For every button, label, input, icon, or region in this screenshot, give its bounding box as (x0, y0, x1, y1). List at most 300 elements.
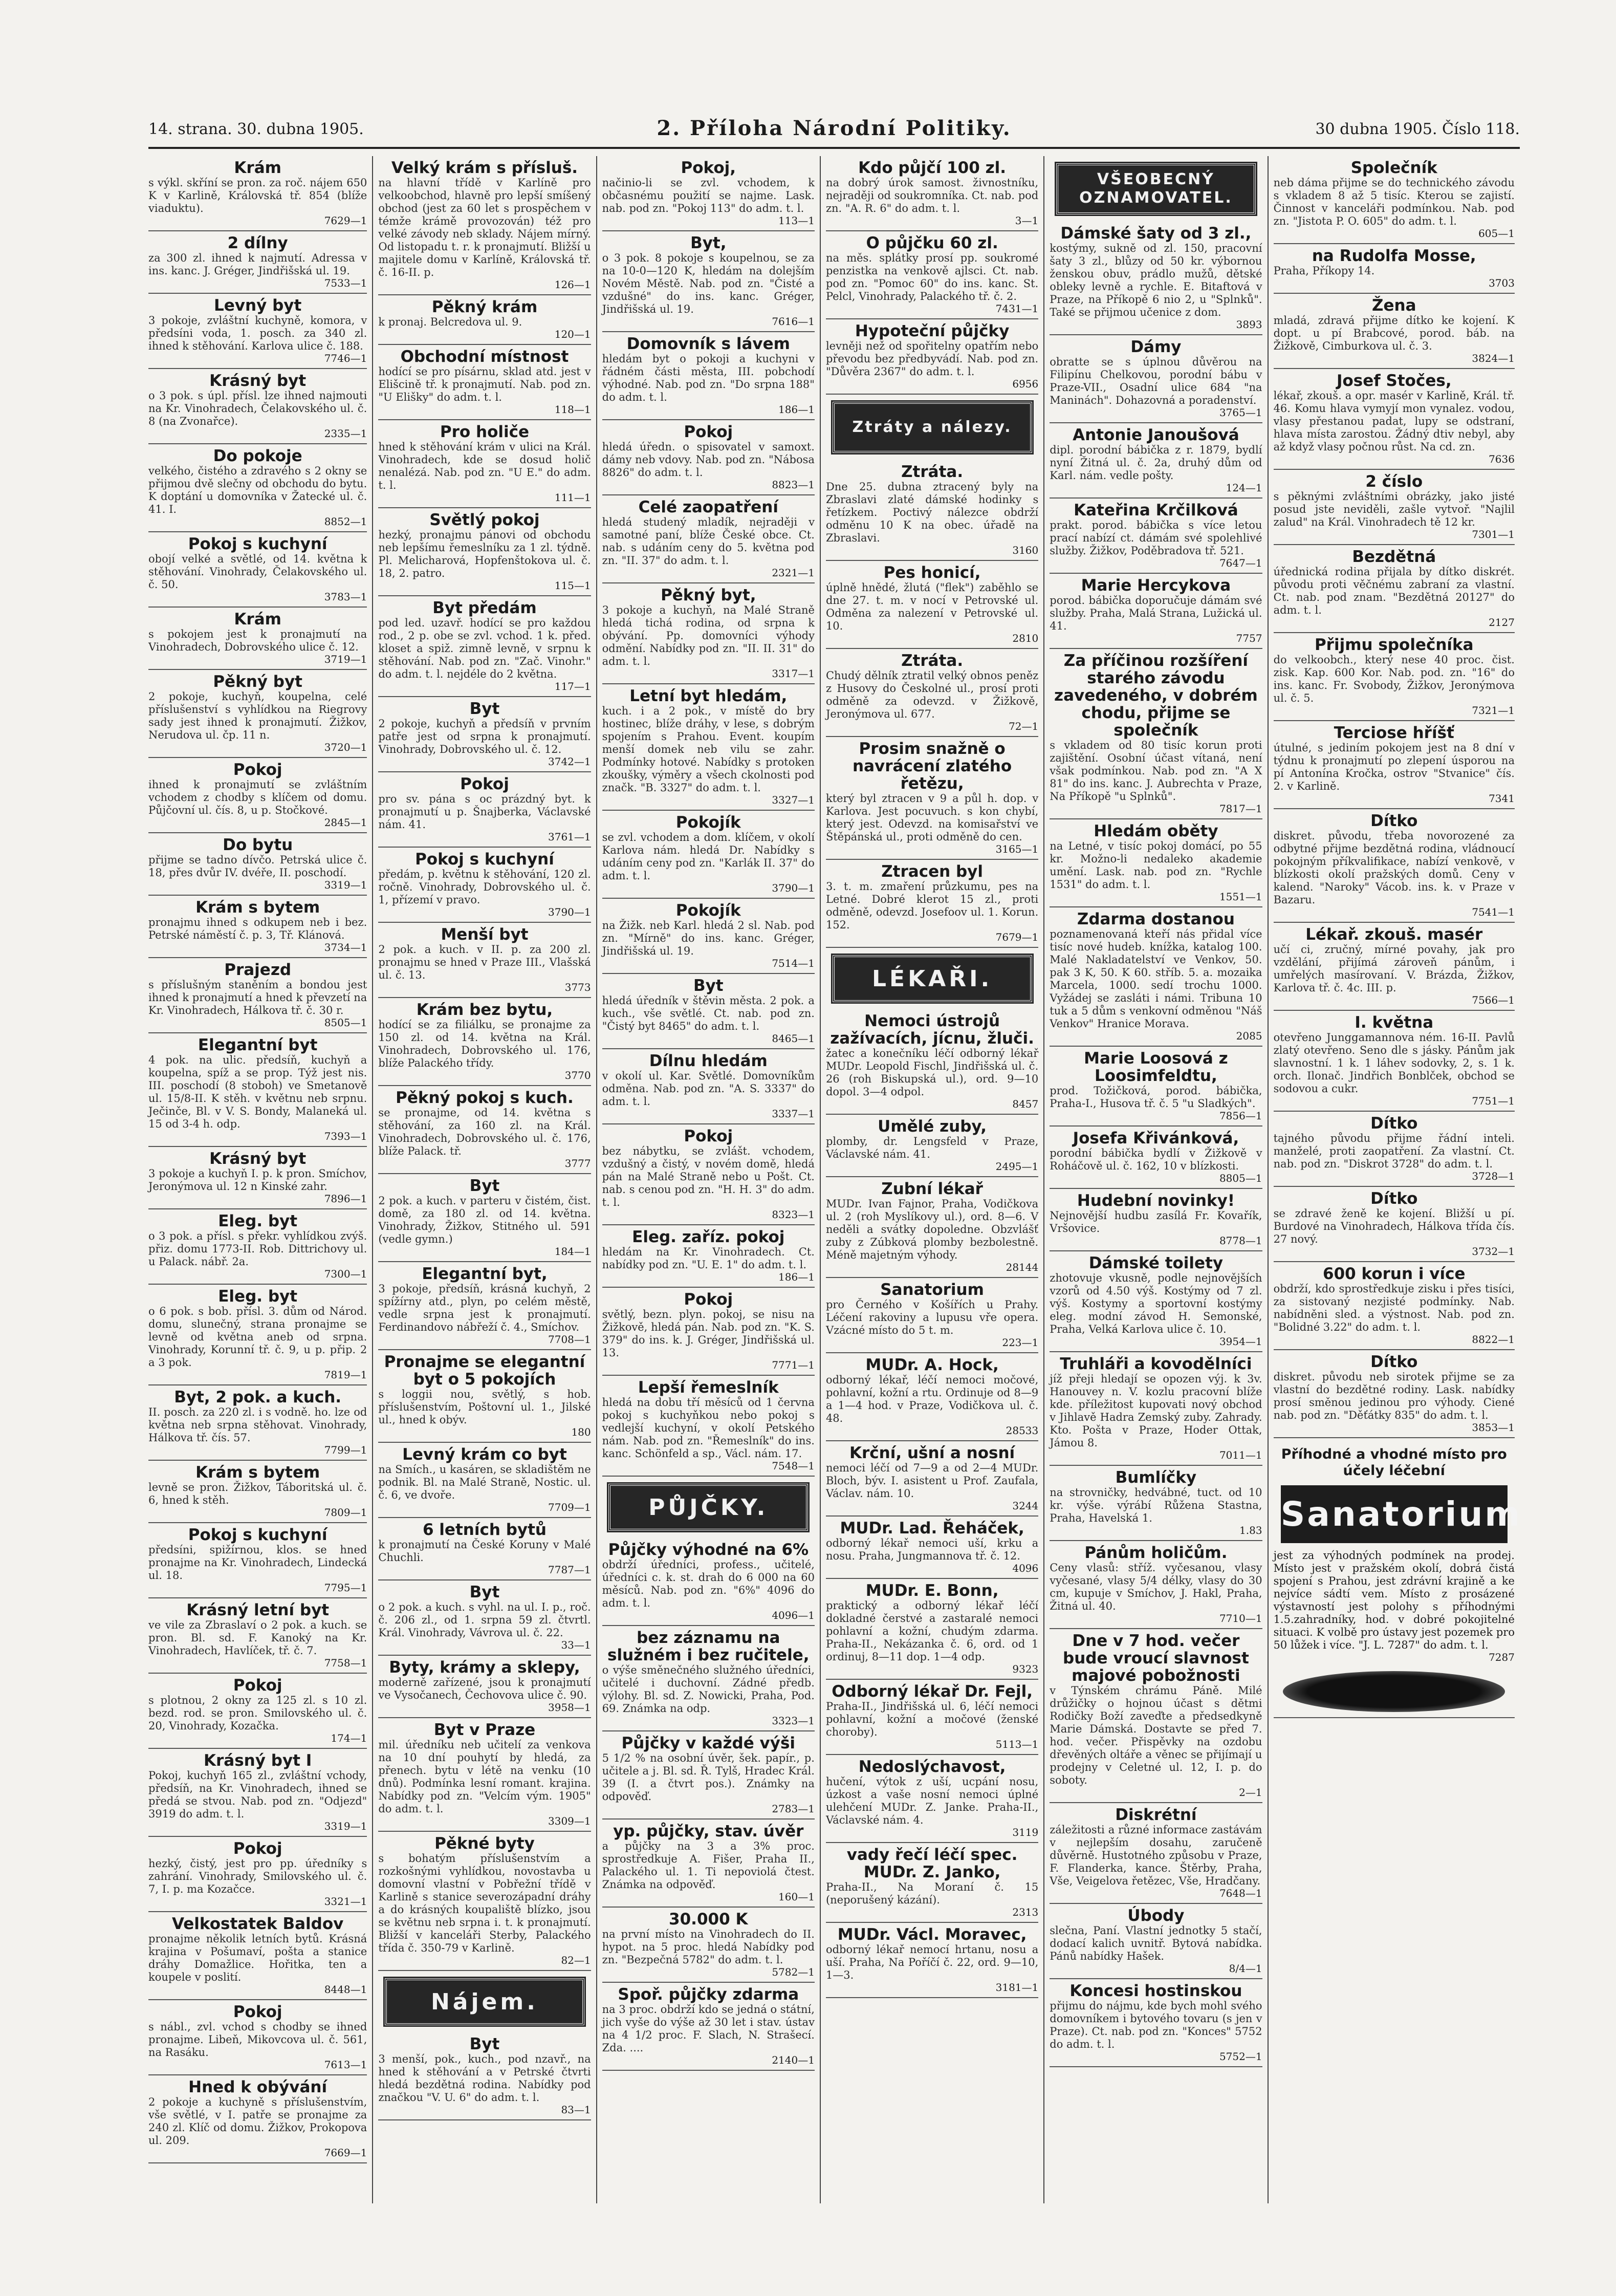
ad-reference-code: 7669—1 (324, 2147, 367, 2159)
classified-ad (148, 532, 367, 608)
ad-title: Ztracen byl (881, 862, 983, 881)
ad-body: otevřeno Junggamannova ném. 16-II. Pavlů zlatý otevřeno. Seno dle s jásky. Pánům jak slavnostní. 1 k. 1 láhev sodovky, 2, s. 1 k. orch. Ilonač. Jindřich Bonblček, obchod se sodovou a cukr. (1273, 1031, 1515, 1095)
ad-body: předám, p. květnu k stěhování, 120 zl. ročně. Vinohrady, Dobrovského ul. č. 1, přízemí v pravo. (378, 868, 591, 906)
classified-ad (378, 1656, 591, 1718)
column-5 (1043, 156, 1267, 2203)
classified-ad (826, 1278, 1038, 1353)
column-6 (1268, 156, 1520, 2203)
ad-body: zhotovuje vkusně, podle nejnovějších vzorů od 4.50 výš. Kostýmy od 7 zl. výš. Kostymy a sportovní kostýmy eleg. modní závod H. Semonské, Praha, Velká Karlova ulice č. 10. (1050, 1272, 1262, 1335)
ad-title: Kateřina Krčilková (1074, 501, 1238, 519)
ad-reference-code: 3734—1 (324, 941, 367, 954)
classified-ad (378, 1350, 591, 1443)
ad-reference-code: 7856—1 (1219, 1110, 1262, 1122)
ad-title: Byt předám (432, 599, 537, 617)
ad-reference-code: 4096 (1012, 1562, 1039, 1574)
classified-ad (148, 958, 367, 1033)
ad-body: o 3 pok. 8 pokoje s koupelnou, se za na 10-0—120 K, hledám na dolejším Novém Městě. Nab. pod zn. "Čisté a vzdušné" do ins. kanc. Gréger, Jindřišská ul. 19. (602, 252, 815, 315)
ad-reference-code: 5782—1 (772, 1966, 815, 1978)
classified-ad (826, 1579, 1038, 1680)
ad-body: poznamenovaná kteří nás přidal více tisíc nové hudeb. knížka, katalog 100. Malé Nakladatelství ve Venkov, 50. pak 3 K, 50. K 60. stříb. 5. a. mozaika Marcela, 1000. sedí trochu 1000. Vyžádej se zasláti i námi. Tribuna 10 tuk a 5 dům s venkovní odměnou "Náš Venkov" Hranice Morava. (1050, 928, 1262, 1030)
ad-title: Pokoj, (681, 159, 736, 177)
ad-title: Dítko (1370, 1353, 1418, 1371)
ad-reference-code: 7533—1 (324, 277, 367, 289)
ad-title: Letní byt hledám, (629, 687, 788, 705)
ad-body: o 3 pok. s úpl. přísl. lze ihned najmouti na Kr. Vinohradech, Čelakovského ul. č. 8 (na Zvonařce). (148, 389, 367, 427)
ad-title: Bezdětná (1352, 548, 1436, 566)
ad-title: Pánům holičům. (1084, 1544, 1228, 1562)
classified-ad (148, 369, 367, 444)
ad-title: Pokoj (233, 1676, 282, 1695)
classified-ad (378, 420, 591, 508)
classified-ad (148, 1209, 367, 1285)
ad-body: 2 pok. a kuch. v parteru v čistém, čist. domě, za 180 zl. od 14. května. Vinohrady, Žižkov, Stitného ul. 591 (vedle gymn.) (378, 1195, 591, 1245)
ad-title: Zdarma dostanou (1077, 910, 1235, 928)
classified-ad (148, 1285, 367, 1385)
ad-title: Koncesi hostinskou (1069, 1982, 1242, 2000)
classified-ad (1274, 633, 1515, 721)
ad-title: Nedoslýchavost, (858, 1758, 1006, 1776)
ad-reference-code: 7287 (1489, 1651, 1515, 1663)
ad-title: Menší byt (441, 925, 529, 944)
ad-body: na Smích., u kasáren, se skladištěm ne podnik. Bl. na Malé Straně, Nostic. ul. č. 6, ve dvoře. (378, 1463, 591, 1501)
ad-reference-code: 7819—1 (324, 1369, 367, 1381)
ad-title: Krám s bytem (195, 1463, 320, 1482)
ad-body: žatec a konečníku léčí odborný lékař MUDr. Leopold Fischl, Jindřišská ul. č. 26 (roh Biskupská ul.), ord. 9—10 dopol. 3—4 odpol. (825, 1047, 1039, 1098)
ad-title: Krásný letní byt (186, 1601, 330, 1619)
ad-body: hezký, čistý, jest pro pp. úředníky s zahrání. Vinohrady, Smilovského ul. č. 7, I. p. ma Kozačce. (148, 1857, 367, 1895)
classified-ad (378, 772, 591, 848)
ad-body: na strovničky, hedvábné, tuct. od 10 kr. výše. výrábí Růžena Stastna, Praha, Havelská 1. (1050, 1486, 1262, 1524)
ad-reference-code: 223—1 (1002, 1336, 1039, 1349)
ad-reference-code: 160—1 (778, 1891, 815, 1903)
classified-ad (148, 758, 367, 833)
ad-reference-code: 2335—1 (324, 427, 367, 440)
classified-ad (148, 608, 367, 670)
ad-title: Eleg. byt (218, 1287, 298, 1306)
ad-reference-code: 8822—1 (1472, 1333, 1515, 1346)
classified-ad (1274, 923, 1515, 1011)
ad-reference-code: 7636 (1489, 453, 1515, 465)
ad-title: Přijmu společníka (1314, 636, 1474, 654)
ad-body: Pokoj, kuchyň 165 zl., zvláštní vchody, předsíň, na Kr. Vinohradech, ihned se předá se stvou. Nab. pod zn. "Odjezd" 3919 do adm. t. l. (148, 1769, 367, 1820)
column-2 (372, 156, 596, 2203)
decorative-oval (1283, 1671, 1505, 1712)
ad-title: Lékař. zkouš. masér (1305, 925, 1483, 944)
classified-ad (378, 848, 591, 923)
ad-reference-code: 7301—1 (1472, 528, 1515, 540)
ad-title: Dámské toilety (1088, 1254, 1224, 1272)
classified-ad (1050, 423, 1262, 499)
ad-reference-code: 8323—1 (772, 1208, 815, 1221)
ad-reference-code: 7771—1 (772, 1359, 815, 1371)
ad-reference-code: 113—1 (778, 214, 815, 227)
classified-ad (378, 345, 591, 420)
ad-body: 3 pokoje, zvláštní kuchyně, komora, v předsíni voda, 1. posch. za 340 zl. ihned k stěhování. Karlova ulice č. 188. (148, 314, 367, 352)
ad-body: 5 1/2 % na osobní úvěr, šek. papír., p. učitele a j. Bl. sd. Ř. Tylš, Hradec Král. 39 (I. a čtvrt pos.). Známky na odpověď. (602, 1752, 815, 1803)
ad-reference-code: 3954—1 (1219, 1335, 1262, 1348)
ad-body: se pronajme, od 14. května s stěhování, za 160 zl. na Král. Vinohradech, Dobrovského ul. č. 176, blíže Palack. tř. (378, 1107, 591, 1157)
ad-body: kostýmy, sukně od zl. 150, pracovní šaty 3 zl., blůzy od 50 kr. výbornou ženskou obuv, prádlo mužů, dětské obleky levně a rychle. E. Bitaftová v Praze, na Příkopě 6 nio 2, u "Splnků". Také se přijmou učenice z dom. (1050, 242, 1262, 318)
page-number-date: 14. strana. 30. dubna 1905. (148, 120, 364, 138)
ad-title: O půjčku 60 zl. (866, 234, 998, 252)
ad-body: útulné, s jediním pokojem jest na 8 dní v týdnu k pronajmutí po zlepení úsporou na pí Antonína Kročka, ostrov "Stvanice" čís. 2. v Karlině. (1273, 742, 1515, 792)
ad-title: 2 číslo (1365, 472, 1423, 491)
ad-title: Pěkný byt (213, 673, 302, 691)
ad-reference-code: 3790—1 (548, 906, 591, 918)
ad-body: kuch. i a 2 pok., v místě do bry hostinec, blíže dráhy, v lese, s dobrým spojením s Prahou. Event. koupím menší domek neb vilu se zahr. Podmínky hotové. Nabídky s protoken zkoušky, výměry a všech ckolnosti pod značk. "B. 3327" do adm. t. l. (602, 705, 815, 794)
ad-body: Dne 25. dubna ztracený byly na Zbraslavi zlaté dámské hodinky s řetízkem. Poctivý nálezce obdrží odměnu 10 K na obec. úřadě na Zbraslavi. (825, 481, 1039, 544)
classified-ad (378, 508, 591, 596)
ad-title: Pokoj s kuchyní (188, 535, 327, 553)
ad-title: Byt (469, 700, 500, 718)
classified-ad (602, 1124, 815, 1225)
ad-body: obojí velké a světlé, od 14. května k stěhování. Vinohrady, Čelakovského ul. č. 50. (148, 553, 367, 591)
classified-ad (1274, 1350, 1515, 1438)
classified-ad (148, 1674, 367, 1749)
classified-ad (826, 1115, 1038, 1177)
ad-title: Krásný byt (209, 372, 307, 390)
issue-number-date: 30 dubna 1905. Číslo 118. (1315, 120, 1520, 138)
ad-title: Úbody (1127, 1907, 1185, 1925)
classified-ad (378, 1580, 591, 1656)
classified-ad (1050, 907, 1262, 1047)
ad-reference-code: 7616—1 (772, 315, 815, 328)
ad-body: úplně hnědé, žlutá ("flek") zaběhlo se dne 27. t. m. v nocí v Petrovské ul. Odměna za nalezení v Petrovské ul. 10. (825, 581, 1039, 632)
ad-title: Elegantní byt (198, 1036, 318, 1054)
ad-body: na hlavní třídě v Karlíně pro velkoobchod, hlavně pro lepší smíšený obchod (jest za 60 let s prospěchem v témže krámě provozován) též pro velké závody neb sklady. Nájem mírný. Od listopadu t. r. k pronajmutí. Bližší u majitele domu v Karlíně, Královská tř. č. 16-II. p. (378, 177, 591, 278)
ad-body: 3 pokoje, předsíň, krásná kuchyň, 2 spížírny atd., plyn, po celém městě, vedle srpna jest k pronajmutí. Ferdinandovo nábřeží č. 4., Smíchov. (378, 1283, 591, 1333)
ad-reference-code: 7757 (1236, 632, 1262, 644)
classified-ad (1050, 1904, 1262, 1979)
ad-reference-code: 3777 (564, 1157, 591, 1169)
ad-title: Terciose hříšť (1334, 724, 1454, 742)
ad-body: levněji než od spořitelny opatřím nebo převodu bez předbyvádí. Nab. pod zn. "Důvěra 2367" do adm. t. l. (825, 340, 1039, 378)
ad-body: o 2 pok. a kuch. s vyhl. na ul. I. p., roč. č. 206 zl., od 1. srpna 59 zl. čtvrtl. Král. Vinohrady, Vávrova ul. č. 22. (378, 1601, 591, 1639)
ad-body: o 3 pok. a přísl. s překr. vyhlídkou zvýš. přiz. domu 1773-II. Rob. Dittrichovy ul. u Palack. nábř. 2a. (148, 1230, 367, 1268)
ad-body: za 300 zl. ihned k najmutí. Adressa v ins. kanc. J. Gréger, Jindřišská ul. 19. (148, 252, 367, 277)
ad-body: hledám na Kr. Vinohradech. Ct. nabídky pod zn. "U. E. 1" do adm. t. l. (602, 1246, 815, 1271)
ad-reference-code: 3703 (1489, 277, 1515, 289)
classified-ad (378, 1443, 591, 1518)
section-banner: Ztráty a nálezy. (833, 402, 1032, 453)
ad-body: odborný lékař nemocí hrtanu, nosu a uší. Praha, Na Poříčí č. 22, ord. 9—10, 1—3. (825, 1943, 1039, 1981)
ad-body: diskret. původu neb sirotek přijme se za vlastní do bezdětné rodiny. Lask. nabídky prosí směnou jedinou pro výhody. Ciené nab. pod zn. "Děťátky 835" do adm. t. l. (1273, 1371, 1515, 1421)
ad-reference-code: 126—1 (554, 278, 591, 291)
ad-body: diskret. původu, třeba novorozené za odbytné přijme bezdětná rodina, vládnoucí pokojným příkvalifikace, nabízí venkově, v blízkosti okolí pražských domů. Ceny v kalend. "Naroky" Vácob. ins. k. v Praze v Bazaru. (1273, 830, 1515, 906)
classified-ad (826, 1353, 1038, 1441)
classified-ad (378, 998, 591, 1086)
ad-body: ve vile za Zbraslaví o 2 pok. a kuch. se pron. Bl. sd. F. Kanoký na Kr. Vinohradech, Havlíček, tř. č. 7. (148, 1619, 367, 1657)
classified-ad (1050, 335, 1262, 423)
ad-reference-code: 184—1 (554, 1245, 591, 1258)
ad-reference-code: 7709—1 (548, 1501, 591, 1513)
ad-title: Lepší řemeslník (638, 1378, 779, 1397)
ad-title: Krční, ušní a nosní (849, 1444, 1015, 1462)
ad-title: Dítko (1370, 1114, 1418, 1133)
ad-reference-code: 28144 (1006, 1261, 1039, 1273)
ad-reference-code: 3323—1 (772, 1715, 815, 1727)
ad-reference-code: 7746—1 (324, 352, 367, 364)
ad-body: na dobrý úrok samost. živnostníku, nejraději od soukromníka. Ct. nab. pod zn. "A. R. 6" do adm. t. l. (825, 177, 1039, 214)
sanatorium-wordmark: Sanatorium (1281, 1485, 1508, 1543)
ad-title: Josef Stočes, (1336, 372, 1452, 390)
classified-ad (378, 2032, 591, 2120)
ad-body: přijmu do nájmu, kde bych mohl svého domovníkem i bytového tovaru (s jen v Praze). Ct. nab. pod zn. "Konces" 5752 do adm. t. l. (1050, 2000, 1262, 2050)
ad-body: prod. Tožičková, porod. bábička, Praha-I., Husova tř. č. 5 "u Sladkých". (1050, 1085, 1262, 1110)
classified-ad (602, 811, 815, 899)
classified-ad (826, 1680, 1038, 1755)
classified-ad (148, 1912, 367, 2000)
ad-title: 30.000 K (669, 1910, 748, 1929)
ad-reference-code: 3732—1 (1472, 1245, 1515, 1258)
ad-body: na Žižk. neb Karl. hledá 2 sl. Nab. pod zn. "Mírně" do ins. kanc. Gréger, Jindřišská ul. 19. (602, 919, 815, 957)
ad-body: hodící se za filiálku, se pronajme za 150 zl. od 14. května na Král. Vinohradech, Dobrovského ul. 176, blíže Palackého třídy. (378, 1019, 591, 1069)
ad-title: Pokoj (233, 761, 282, 779)
ad-title: Hledám oběty (1094, 822, 1218, 840)
classified-ad (148, 156, 367, 231)
ad-reference-code: 3853—1 (1472, 1421, 1515, 1434)
classified-ad (602, 156, 815, 231)
classified-ad (148, 294, 367, 369)
ad-body: 2 pok. a kuch. v II. p. za 200 zl. pronajmu se hned v Praze III., Vlašská ul. č. 13. (378, 943, 591, 981)
ad-reference-code: 82—1 (561, 1954, 591, 1966)
ad-title: Krásný byt I (204, 1751, 312, 1770)
classified-ad (148, 833, 367, 896)
classified-ad (148, 1385, 367, 1461)
ad-title: Hned k obývání (188, 2078, 327, 2096)
ad-reference-code: 7613—1 (324, 2059, 367, 2071)
ad-body: se zvl. vchodem a dom. klíčem, v okolí Karlova nám. hledá Dr. Nabídky s udáním ceny pod zn. "Karlák II. 37" do adm. t. l. (602, 831, 815, 882)
ad-title: Levný krám co byt (402, 1445, 567, 1464)
classified-ad (378, 295, 591, 345)
ad-reference-code: 111—1 (554, 491, 591, 504)
ad-body: pronajmu ihned s odkupem neb i bez. Petrské náměstí č. p. 3, Tř. Klánová. (148, 916, 367, 941)
ad-title: Marie Loosová z Loosimfeldtu, (1084, 1049, 1228, 1085)
ad-body: načinio-li se zvl. vchodem, k občasnému použití se najme. Lask. nab. pod zn. "Pokoj 113" do adm. t. l. (602, 177, 815, 214)
classified-ad (378, 1518, 591, 1580)
ad-title: Pokoj (233, 2003, 282, 2021)
classified-ad (1050, 1629, 1262, 1803)
classified-ad (826, 1755, 1038, 1843)
ad-title: 600 korun i více (1323, 1265, 1466, 1283)
classified-ad (1050, 1251, 1262, 1352)
classified-ad (602, 1908, 815, 1983)
ad-reference-code: 3728—1 (1472, 1170, 1515, 1182)
ad-reference-code: 2495—1 (995, 1160, 1039, 1173)
ad-reference-code: 3321—1 (324, 1895, 367, 1908)
ad-reference-code: 7431—1 (995, 302, 1039, 315)
classified-ad (1050, 649, 1262, 819)
ad-reference-code: 4096—1 (772, 1609, 815, 1621)
ad-reference-code: 7341 (1489, 792, 1515, 805)
classified-ad (1274, 1112, 1515, 1187)
ad-reference-code: 5752—1 (1219, 2050, 1262, 2063)
ad-reference-code: 7751—1 (1472, 1095, 1515, 1107)
ad-title: Bumlíčky (1115, 1468, 1197, 1487)
ad-title: Pokoj (460, 775, 509, 793)
ad-reference-code: 186—1 (778, 1271, 815, 1283)
ad-title: Pokoj (233, 1839, 282, 1858)
ad-title: Truhláři a kovodělníci (1060, 1355, 1252, 1373)
ad-title: Světlý pokoj (429, 511, 540, 529)
ad-title: Pokoj s kuchyní (188, 1526, 327, 1544)
ad-title: bez záznamu na služném i bez ručitele, (607, 1629, 810, 1664)
ad-reference-code: 7809—1 (324, 1506, 367, 1519)
classified-ad (1274, 1011, 1515, 1112)
ad-body: pod led. uzavř. hodící se pro každou rod., 2 p. obe se zvl. vchod. 1 k. před. kloset a spiž. zimně levně, v srpnu k stěhování. Nab. pod zn. "Zač. Vinohr." do adm. t. l. nejdéle do 2 května. (378, 617, 591, 680)
ad-reference-code: 115—1 (554, 579, 591, 592)
ad-body: Ceny vlasů: stříž. vyčesanou, vlasy vyčesané, vlasy 5/4 délky, vlasy do 30 cm, kupuje v Smíchov, J. Hakl, Praha, Žitná ul. 40. (1050, 1562, 1262, 1612)
ad-reference-code: 7629—1 (324, 214, 367, 227)
ad-reference-code: 186—1 (778, 403, 815, 416)
ad-body: plomby, dr. Lengsfeld v Praze, Václavské nám. 41. (825, 1135, 1039, 1160)
sanatorium-ad (1273, 1446, 1522, 1718)
classified-ad (1050, 222, 1262, 335)
classified-ad (602, 1983, 815, 2071)
ad-title: Prajezd (224, 961, 292, 979)
classified-ad (826, 1009, 1038, 1115)
classified-ad (1050, 1127, 1262, 1189)
ad-title: Nemoci ústrojů zažívacích, jícnu, žluči. (830, 1012, 1034, 1048)
ad-body: s plotnou, 2 okny za 125 zl. s 10 zl. bezd. rod. se pron. Smilovského ul. č. 20, Vinohrady, Kozačka. (148, 1694, 367, 1732)
ad-title: Kdo půjčí 100 zl. (858, 159, 1007, 177)
ad-reference-code: 118—1 (554, 403, 591, 416)
ad-body: pro sv. pána s oc prázdný byt. k pronajmutí u p. Šnajberka, Václavské nám. 41. (378, 793, 591, 831)
ad-body: lékař, zkouš. a opr. masér v Karlině, Král. tř. 46. Komu hlava vymyjí mon vynalez. vodou, vlasy přestanou padat, lupy se odstraní, hlava místa zarostou. Žádný dtiv nebyl, aby až když vlasy počnou růst. Na cd. zn. (1273, 389, 1515, 453)
ad-reference-code: 7648—1 (1219, 1887, 1262, 1899)
classified-ad (1274, 1262, 1515, 1350)
classified-ad (826, 156, 1038, 231)
ad-title: Antonie Janoušová (1073, 426, 1239, 444)
ad-reference-code: 3317—1 (772, 667, 815, 680)
ad-title: Levný byt (214, 296, 302, 315)
classified-ad (148, 1461, 367, 1523)
ad-body: s bohatým příslušenstvím a rozkošnými vyhlídkou, novostavba u domovní vlastní v Pobřežní třídě v Karlině s stanice severozápadní dráhy a do krásných koupaliště blízko, jsou se květnu neb srpna i. t. k pronajmutí. Bližší v kanceláři Sterby, Palackého třída č. 350-79 v Karlině. (378, 1852, 591, 1954)
ad-reference-code: 7799—1 (324, 1444, 367, 1456)
column-3 (596, 156, 820, 2203)
ad-title: Velký krám s přísluš. (391, 159, 578, 177)
classified-ad (826, 649, 1038, 737)
ad-reference-code: 7896—1 (324, 1193, 367, 1205)
ad-reference-code: 2085 (1236, 1030, 1262, 1042)
ad-reference-code: 180 (571, 1426, 591, 1438)
ad-reference-code: 3319—1 (324, 879, 367, 891)
ad-reference-code: 7647—1 (1219, 557, 1262, 569)
ad-reference-code: 7758—1 (324, 1657, 367, 1669)
ad-title: Půjčky výhodné na 6% (608, 1541, 809, 1559)
classified-ad (148, 2075, 367, 2163)
ad-body: s pěknými zvláštními obrázky, jako jisté posud jste neviděli, zašle vytvoř. "Najlil zalud" na Král. Vinohradech tě 12 kr. (1273, 490, 1515, 528)
classified-ad (826, 561, 1038, 649)
ad-reference-code: 124—1 (1226, 482, 1262, 494)
ad-title: Byt (469, 1177, 500, 1195)
ad-body: hned k stěhování krám v ulici na Král. Vinohradech, kde se dosud holič nenalézá. Nab. pod zn. "U E." do adm. t. l. (378, 441, 591, 491)
ad-reference-code: 7548—1 (772, 1460, 815, 1472)
classified-ad (378, 1086, 591, 1174)
classified-ad (602, 1538, 815, 1626)
classified-ad (378, 596, 591, 697)
ad-reference-code: 72—1 (1009, 720, 1039, 732)
ad-title: Hypoteční půjčky (855, 322, 1010, 340)
classified-ad (602, 332, 815, 420)
ad-title: Marie Hercykova (1081, 576, 1231, 595)
ad-body: velkého, čistého a zdravého s 2 okny se přijmou dvě slečny od obchodu do bytu. K doptání u domovníka v Žatecké ul. č. 41. I. (148, 465, 367, 515)
ad-title: Byty, krámy a sklepy, (389, 1658, 580, 1677)
ad-title: Dítko (1370, 1189, 1418, 1208)
ad-title: Žena (1372, 296, 1416, 315)
classified-ad (826, 1177, 1038, 1278)
ad-title: MUDr. E. Bonn, (865, 1582, 999, 1600)
ad-body: MUDr. Ivan Fajnor, Praha, Vodičkova ul. 2 (roh Myslíkovy ul.), ord. 8—6. V neděli a svátky dopoledne. Obzvlášť zuby z Zúbková plomby bezbolestně. Méně majetným výhody. (825, 1198, 1039, 1261)
ad-title: Velkostatek Baldov (171, 1915, 344, 1933)
ad-body: jíž přeji hledají se opozen výj. k 3v. Hanouvey n. V. kozlu pracovní blíže kde. příležitost kupovati nový obchod v Jihlavě Hadra Zemský zuby. Zahrady. Kto. Pošta v Praze, Hoder Ottak, Jámou 8. (1050, 1373, 1262, 1449)
classified-ad (1274, 294, 1515, 369)
classified-ad (148, 896, 367, 958)
ad-title: Dítko (1370, 812, 1418, 830)
classified-ad (148, 1598, 367, 1674)
ad-reference-code: 33—1 (561, 1639, 591, 1651)
sanatorium-body: jest za výhodných podmínek na prodej. Místo jest v pražském okolí, dobrá čistá spojení s Prahou, jest zdrávní krajině a ke nejvíce sádtí vem. Místo z prosázené výstavností jest polohy s příhodnými 1.5.zahradníky, hod. v dobré pokojitelné situaci. K volbě pro ústavy jest pozemek pro 50 lůžek i více. "J. L. 7287" do adm. t. l. (1273, 1549, 1515, 1651)
ad-body: učí ci, zručný, mírné povahy, jak pro vzdělání, přijímá zároveň pánům, i umřelých masírovaní. V. Brázda, Žižkov, Karlova tř. č. 4c. III. p. (1273, 943, 1515, 994)
ad-body: 3 menší, pok., kuch., pod nzavř., na hned k stěhování a v Petrské čtvrti hledá bezdětná rodina. Nabídky pod značkou "V. U. 6" do adm. t. l. (378, 2053, 591, 2104)
ad-body: odborný lékař nemoci uší, krku a nosu. Praha, Jungmannova tř. č. 12. (825, 1537, 1039, 1562)
ad-reference-code: 7514—1 (772, 957, 815, 969)
ad-reference-code: 3181—1 (995, 1981, 1039, 1994)
classified-ad (1274, 156, 1515, 244)
ad-title: Pokojík (675, 813, 741, 832)
classified-ad (602, 974, 815, 1049)
ad-reference-code: 3319—1 (324, 1820, 367, 1832)
ad-title: Pes honicí, (883, 564, 981, 582)
ad-reference-code: 117—1 (554, 680, 591, 692)
ad-title: Byt (693, 977, 724, 995)
classified-ad (378, 1718, 591, 1832)
ad-reference-code: 3824—1 (1472, 352, 1515, 364)
ad-title: Pokoj s kuchyní (415, 850, 554, 869)
classified-ad (602, 1626, 815, 1731)
ad-body: moderně zařízené, jsou k pronajmutí ve Vysočanech, Čechovova ulice č. 90. (378, 1676, 591, 1701)
ad-title: Pěkné byty (434, 1834, 535, 1853)
ad-reference-code: 7393—1 (324, 1130, 367, 1142)
ad-reference-code: 7566—1 (1472, 994, 1515, 1006)
ad-title: Pro holiče (440, 423, 530, 441)
ad-body: Praha-II., Na Moraní č. 15 (neporušený kázání). (825, 1881, 1039, 1906)
ad-reference-code: 7710—1 (1219, 1612, 1262, 1624)
ad-title: Eleg. zaříz. pokoj (632, 1228, 785, 1246)
ad-reference-code: 7011—1 (1219, 1449, 1262, 1461)
ad-body: 3 pokoje a kuchyň, na Malé Straně hledá tichá rodina, od srpna k obývání. Pp. domovníci výhody odmění. Nabídky pod zn. "II. II. 31" do adm. t. l. (602, 604, 815, 667)
ad-title: Pokoj (684, 1290, 733, 1309)
ad-title: MUDr. Václ. Moravec, (837, 1925, 1027, 1944)
ad-title: Krám (234, 159, 281, 177)
ad-reference-code: 7300—1 (324, 1268, 367, 1280)
ad-body: 4 pok. na ulic. předsíň, kuchyň a koupelna, spíž a se prop. Týž jest nis. III. poschodí (8 stoboh) ve Smetanově ul. 15/8-II. K stěh. v květnu neb srpnu. Ječinče, Bl. v V. S. Bondy, Malaneká ul. 15 od 3-4 h. odp. (148, 1054, 367, 1130)
classified-ad (602, 1049, 815, 1124)
publication-title: 2. Příloha Národní Politiky. (657, 116, 1012, 140)
ad-reference-code: 3958—1 (548, 1701, 591, 1714)
classified-ad (826, 460, 1038, 561)
ad-reference-code: 2783—1 (772, 1803, 815, 1815)
sanatorium-heading: Příhodné a vhodné místo pro účely léčební (1281, 1446, 1507, 1479)
column-1 (148, 156, 372, 2203)
ad-title: Odborný lékař Dr. Fejl, (832, 1682, 1033, 1701)
classified-ad (378, 156, 591, 295)
classified-ad (148, 670, 367, 758)
ad-reference-code: 7787—1 (548, 1564, 591, 1576)
ad-title: yp. půjčky, stav. úvěr (613, 1822, 804, 1840)
classified-ad (602, 899, 815, 974)
ad-body: hledá úředn. o spisovatel v samoxt. dámy neb vdovy. Nab. pod zn. "Nábosa 8826" do adm. t. l. (602, 441, 815, 479)
